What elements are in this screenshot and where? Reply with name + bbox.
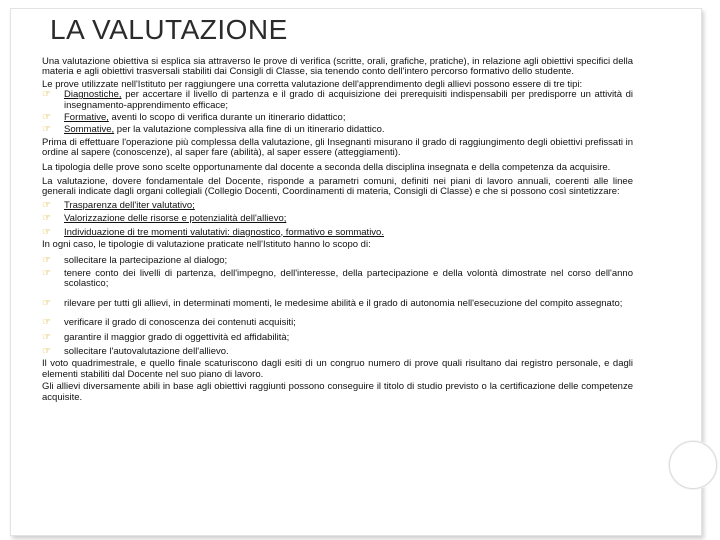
parameter-text: Valorizzazione delle risorse e potenzialità dell'allievo; [64,213,287,225]
hand-pointing-icon: ☞ [42,317,51,329]
decorative-circle [669,441,717,489]
disability-paragraph: Gli allievi diversamente abili in base agli obiettivi raggiunti possono conseguire il titolo di studio previsto o la certificazione delle competenze acquisite. [42,381,633,403]
intro-paragraph: Una valutazione obiettiva si esplica sia attraverso le prove di verifica (scritte, orali, grafiche, pratiche), in relazione agli obiettivi specifici della materia e agli obiettivi trasversali stabiliti dai Consigli di Classe, sia tenendo conto dell'intero percorso formativo dello studente. [42,56,633,78]
list-item [42,347,633,357]
parameter-text: Trasparenza dell'iter valutativo; [64,199,195,211]
typology-paragraph: La tipologia delle prove sono scelte opportunamente dal docente a seconda della disciplina insegnata e della competenza da acquisire. [42,161,611,173]
parameters-paragraph: La valutazione, dovere fondamentale del Docente, risponde a parametri comuni, definiti nei piani di lavoro annuali, coerenti alle linee generali indicate dagli organi collegiali (Collegio Docenti, Coordinamenti di materia, Consigli di Classe) e che si possono così sintetizzare: [42,176,633,198]
type-label: Diagnostiche, [64,89,122,101]
hand-pointing-icon: ☞ [42,345,51,357]
list-item [42,125,633,135]
purposes-intro: In ogni caso, le tipologie di valutazione praticate nell'Istituto hanno lo scopo di: [42,239,371,251]
purpose-text: garantire il maggior grado di oggettività ed affidabilità; [64,331,290,343]
purpose-text: sollecitare la partecipazione al dialogo; [64,254,228,266]
purpose-text: rilevare per tutti gli allievi, in determinati momenti, le medesime abilità e il grado di autonomia nell'esecuzione del compito assegnato; [64,297,623,309]
list-item [42,333,633,343]
purpose-text: sollecitare l'autovalutazione dell'allievo. [64,345,229,357]
purpose-text: verificare il grado di conoscenza dei contenuti acquisiti; [64,317,296,329]
hand-pointing-icon: ☞ [42,297,51,309]
list-item [42,113,633,123]
hand-pointing-icon: ☞ [42,124,51,136]
hand-pointing-icon: ☞ [42,199,51,211]
measurement-paragraph: Prima di effettuare l'operazione più complessa della valutazione, gli Insegnanti misurano il grado di raggiungimento degli obiettivi prefissati in ordine al sapere (conoscenze), al saper fare (abilità), al saper essere (atteggiamenti). [42,136,633,159]
list-item [42,228,633,238]
grade-paragraph: Il voto quadrimestrale, e quello finale scaturiscono dagli esiti di un congruo numero di prove quali risultano dai registro personale, e dagli elementi stabiliti dal Docente nel suo piano di lavoro. [42,358,633,380]
slide-body [42,57,633,405]
parameter-text: Individuazione di tre momenti valutativi: diagnostico, formativo e sommativo. [64,226,384,238]
hand-pointing-icon: ☞ [42,112,51,124]
type-label: Formative, [64,112,109,124]
test-types-intro: Le prove utilizzate nell'Istituto per raggiungere una corretta valutazione dell'apprendimento degli allievi possono essere di tre tipi: [42,78,583,90]
purpose-text: tenere conto dei livelli di partenza, dell'impegno, dell'interesse, della partecipazione e della volontà dimostrate nel corso dell'anno scolastico; [64,267,633,290]
list-item [42,90,633,111]
hand-pointing-icon: ☞ [42,254,51,266]
type-label: Sommative, [64,124,115,136]
slide-title: LA VALUTAZIONE [50,14,288,45]
list-item [42,269,633,290]
list-item [42,214,633,224]
list-item [42,299,633,309]
hand-pointing-icon: ☞ [42,267,51,279]
list-item [42,318,633,328]
list-item [42,256,633,266]
hand-pointing-icon: ☞ [42,226,51,238]
list-item [42,201,633,211]
hand-pointing-icon: ☞ [42,213,51,225]
type-text: aventi lo scopo di verifica durante un itinerario didattico; [108,112,346,124]
type-text: per accertare il livello di partenza e il grado di acquisizione dei prerequisiti indispensabili per predisporre un attività di insegnamento-apprendimento efficace; [64,89,633,111]
type-text: per la valutazione complessiva alla fine di un itinerario didattico. [114,124,385,136]
hand-pointing-icon: ☞ [42,331,51,343]
hand-pointing-icon: ☞ [42,89,51,101]
